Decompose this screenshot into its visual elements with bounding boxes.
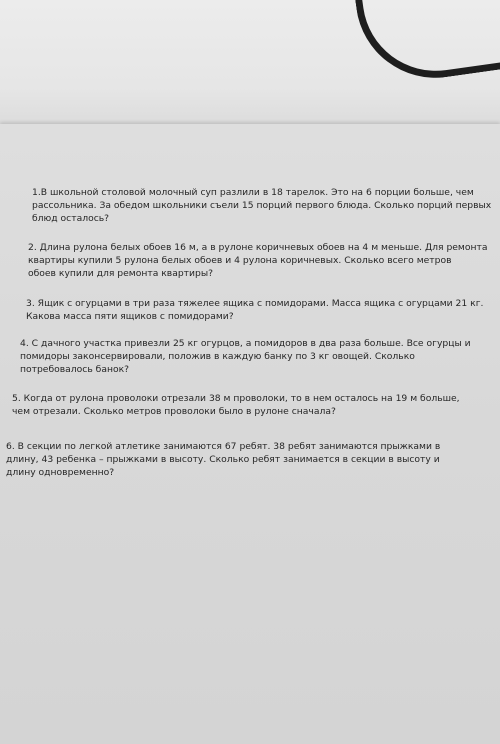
problem-2-line-1: 2. Длина рулона белых обоев 16 м, а в рулоне коричневых обоев на 4 м меньше. Для ремонта <box>28 242 488 253</box>
problem-2-line-2: квартиры купили 5 рулона белых обоев и 4 рулона коричневых. Сколько всего метров <box>28 255 452 266</box>
problem-1-line-1: 1.В школьной столовой молочный суп разлили в 18 тарелок. Это на 6 порции больше, чем <box>32 187 474 198</box>
problem-1-line-3: блюд осталось? <box>32 213 110 224</box>
problem-2 <box>28 241 487 280</box>
problem-5 <box>12 392 460 418</box>
problem-5-line-1: 5. Когда от рулона проволоки отрезали 38 м проволоки, то в нем осталось на 19 м больше, <box>12 393 460 404</box>
problem-6-line-1: 6. В секции по легкой атлетике занимаются 67 ребят. 38 ребят занимаются прыжками в <box>6 441 441 452</box>
problem-1 <box>32 186 491 225</box>
problem-4 <box>20 337 471 376</box>
problem-3-line-1: 3. Ящик с огурцами в три раза тяжелее ящика с помидорами. Масса ящика с огурцами 21 кг. <box>26 298 484 309</box>
problem-1-line-2: рассольника. За обедом школьники съели 15 порций первого блюда. Сколько порций первых <box>32 200 492 211</box>
problem-2-line-3: обоев купили для ремонта квартиры? <box>28 268 213 279</box>
problem-6 <box>6 440 440 479</box>
problem-3-line-2: Какова масса пяти ящиков с помидорами? <box>26 311 234 322</box>
problem-6-line-2: длину, 43 ребенка – прыжками в высоту. Сколько ребят занимается в секции в высоту и <box>6 454 440 465</box>
problem-3 <box>26 297 483 323</box>
problem-4-line-3: потребовалось банок? <box>20 364 130 375</box>
problem-4-line-1: 4. С дачного участка привезли 25 кг огурцов, а помидоров в два раза больше. Все огурцы и <box>20 338 471 349</box>
problem-4-line-2: помидоры законсервировали, положив в каждую банку по 3 кг овощей. Сколько <box>20 351 415 362</box>
problem-6-line-3: длину одновременно? <box>6 467 115 478</box>
problem-5-line-2: чем отрезали. Сколько метров проволоки было в рулоне сначала? <box>12 406 336 417</box>
